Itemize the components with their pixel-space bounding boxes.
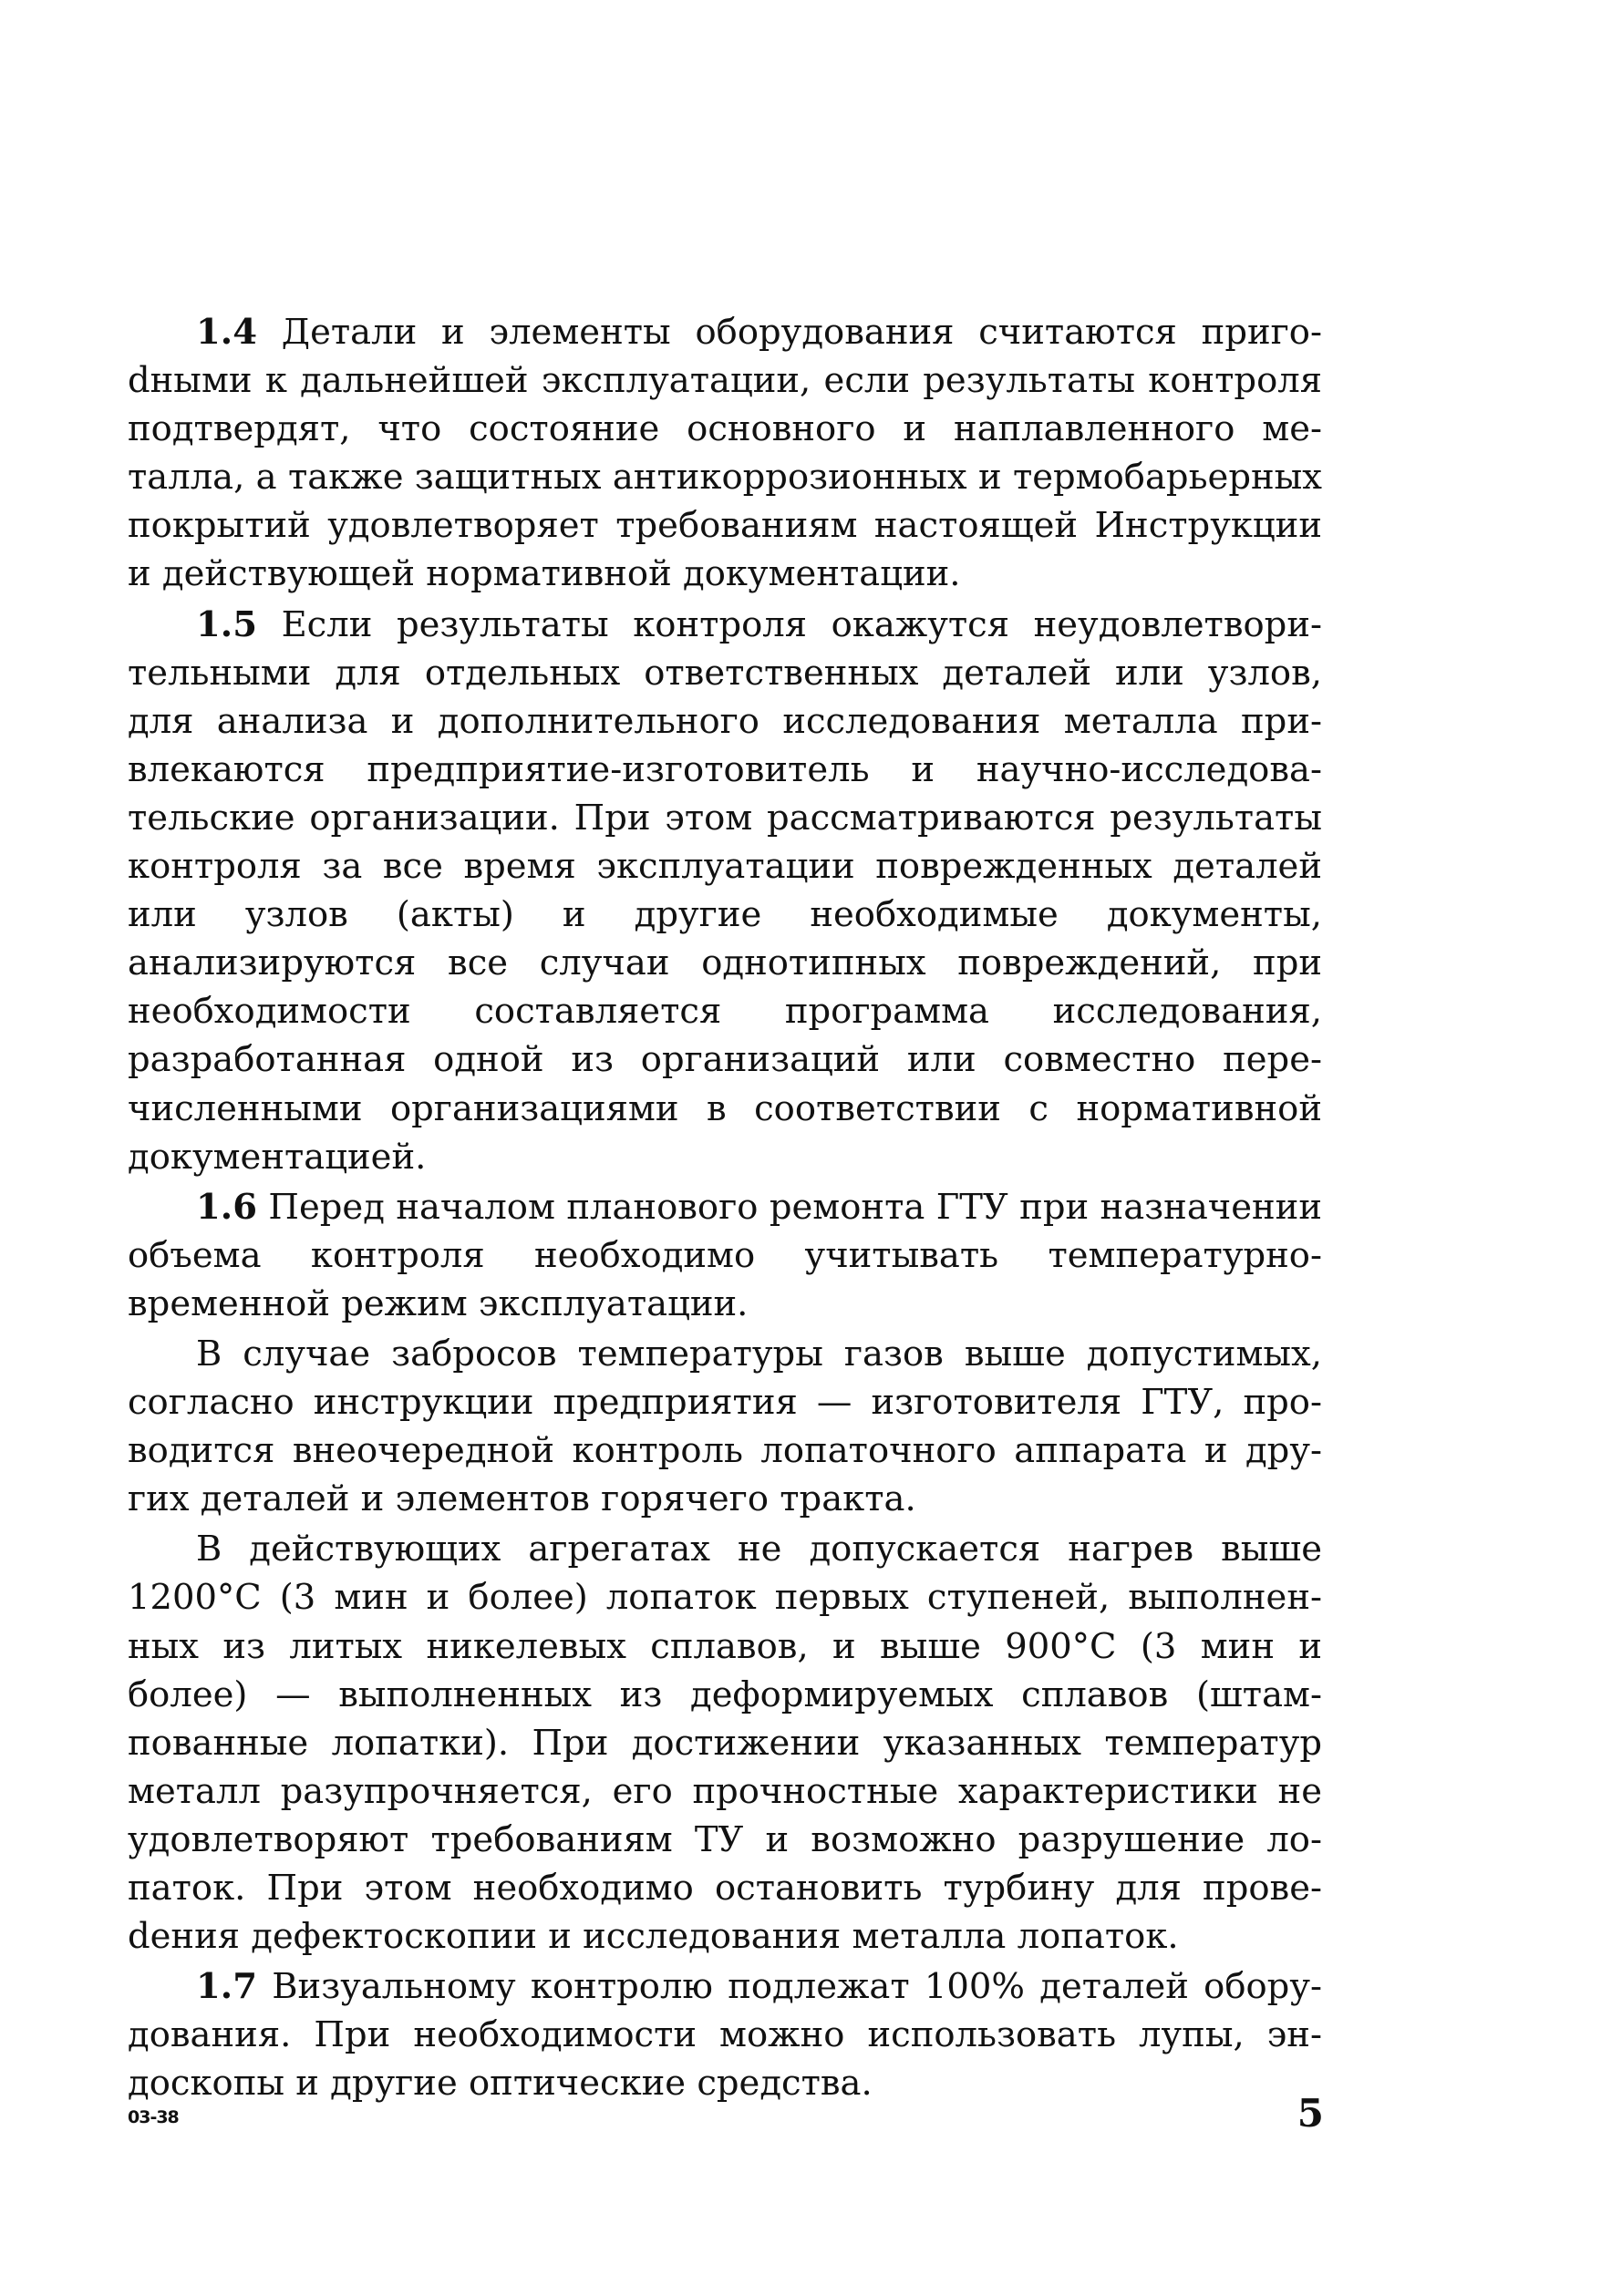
clause-number: 1.7 [196, 1966, 257, 2008]
clause-number: 1.5 [196, 603, 257, 645]
paragraph-1-5 [128, 601, 1322, 1181]
paragraph-text: Если результаты контроля окажутся неудовлетворительными для отдельных ответственных деталей или узлов, для анализа и дополнительного исследования металла привлекаются предприятие-изготовитель и научно-исследовательские организации. При этом рассматриваются результаты контроля за все время эксплуатации поврежденных деталей или узлов (акты) и другие необходимые документы, анализируются все случаи однотипных повреждений, при необходимости составляется программа исследования, разработанная одной из организаций или совместно перечисленными организациями в соответствии с нормативной документацией. [128, 603, 1322, 1178]
clause-number: 1.6 [196, 1186, 257, 1228]
paragraph-1-4 [128, 308, 1322, 599]
body-text [128, 308, 1322, 2109]
paragraph-overheat [128, 1330, 1322, 1523]
page-number: 5 [1297, 2091, 1324, 2136]
paragraph-temperature-limits [128, 1525, 1322, 1961]
paragraph-text: В случае забросов температуры газов выше допустимых, согласно инструкции предприятия — изготовителя ГТУ, проводится внеочередной контроль лопаточного аппарата и других деталей и элементов горячего тракта. [128, 1333, 1322, 1520]
clause-number: 1.4 [196, 312, 257, 353]
paragraph-text: Визуальному контролю подлежат 100% деталей оборудования. При необходимости можно использовать лупы, эндоскопы и другие оптические средства. [128, 1966, 1322, 2105]
paragraph-text: В действующих агрегатах не допускается нагрев выше 1200°С (3 мин и более) лопаток первых ступеней, выполненных из литых никелевых сплавов, и выше 900°С (3 мин и более) — выполненных из деформируемых сплавов (штампованные лопатки). При достижении указанных температур металл разупрочняется, его прочностные характеристики не удовлетворяют требованиям ТУ и возможно разрушение лопаток. При этом необходимо остановить турбину для провеdения дефектоскопии и исследования металла лопаток. [128, 1529, 1322, 1958]
footer-code: 03-38 [128, 2107, 179, 2127]
paragraph-1-7 [128, 1962, 1322, 2107]
paragraph-1-6 [128, 1183, 1322, 1328]
paragraph-text: Детали и элементы оборудования считаются пригоdными к дальнейшей эксплуатации, если результаты контроля подтвердят, что состояние основного и наплавленного металла, а также защитных антикоррозионных и термобарьерных покрытий удовлетворяет требованиям настоящей Инструкции и действующей нормативной документации. [128, 312, 1322, 595]
paragraph-text: Перед началом планового ремонта ГТУ при назначении объема контроля необходимо учитывать температурно-временной режим эксплуатации. [128, 1186, 1322, 1324]
